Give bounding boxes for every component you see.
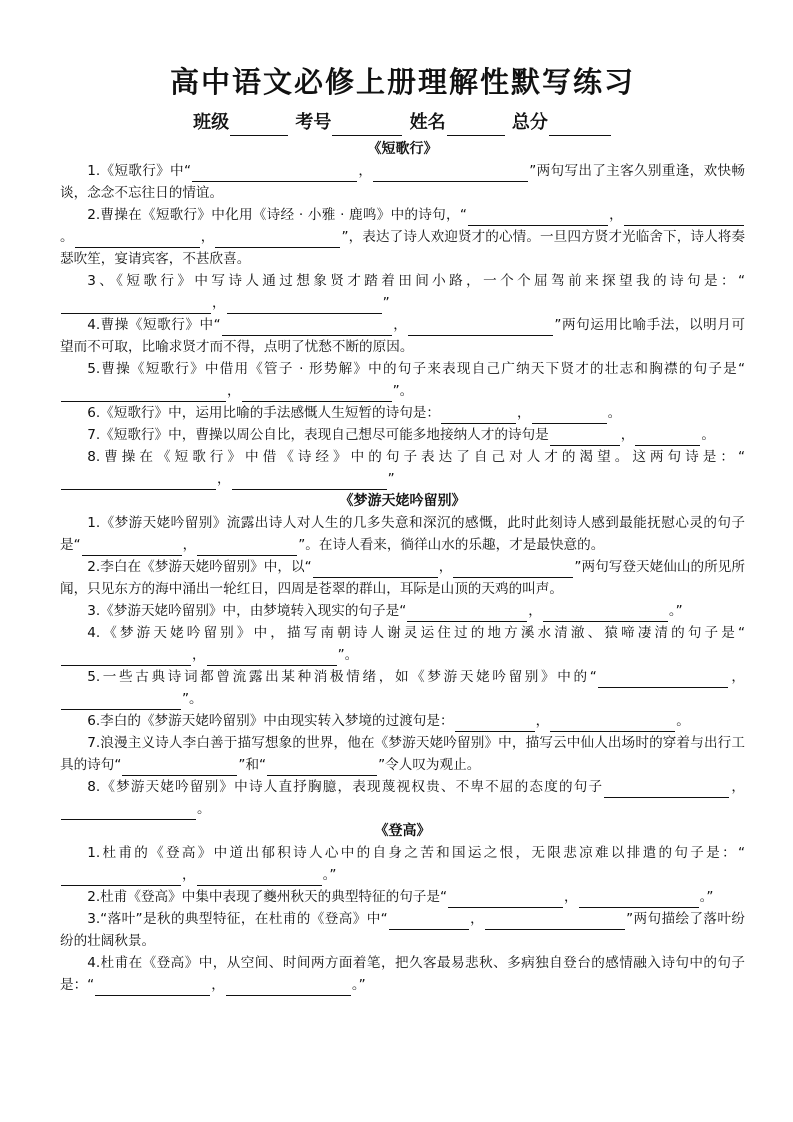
question-text: ” [387, 471, 395, 487]
question-text: ， [730, 779, 746, 795]
question-item [60, 732, 745, 776]
question-text: ， [200, 229, 215, 245]
question-item [60, 600, 745, 622]
question-text: 4.杜甫在《登高》中，从空间、时间两方面着笔，把久客最易悲秋、多病独自登台的感情融入诗句中的句子是：“ [60, 955, 745, 993]
score-label: 总分 [511, 112, 548, 133]
question-text: ， [517, 405, 531, 421]
answer-blank[interactable] [441, 408, 516, 424]
answer-blank[interactable] [543, 606, 668, 622]
question-text: ， [528, 603, 542, 619]
answer-blank[interactable] [197, 540, 297, 556]
answer-blank[interactable] [373, 166, 528, 182]
question-text: ， [211, 977, 225, 993]
question-text: ”两句运用比喻手法，以明月可望而不可取，比喻求贤才而不得，点明了忧愁不断的原因。 [60, 317, 746, 355]
question-text: 3.“落叶”是秋的典型特征，在杜甫的《登高》中“ [87, 911, 388, 927]
answer-blank[interactable] [227, 298, 382, 314]
question-item [60, 952, 745, 996]
question-item [60, 314, 745, 358]
question-text: 3.《梦游天姥吟留别》中，由梦境转入现实的句子是“ [87, 603, 407, 619]
answer-blank[interactable] [215, 232, 340, 248]
question-text: 。 [676, 713, 690, 729]
answer-blank[interactable] [468, 210, 608, 226]
answer-blank[interactable] [61, 474, 216, 490]
answer-blank[interactable] [197, 870, 322, 886]
question-text: ， [728, 669, 745, 685]
question-item [60, 424, 745, 446]
answer-blank[interactable] [61, 804, 196, 820]
student-info-line [60, 110, 745, 136]
answer-blank[interactable] [485, 914, 625, 930]
answer-blank[interactable] [407, 606, 527, 622]
question-text: 。 [60, 229, 74, 245]
section-heading: 《梦游天姥吟留别》 [339, 493, 466, 509]
class-label: 班级 [193, 112, 230, 133]
question-text: ”。 [337, 647, 359, 663]
question-text: 。” [351, 977, 366, 993]
question-item [60, 908, 745, 952]
question-item [60, 270, 745, 314]
question-item [60, 160, 745, 204]
answer-blank[interactable] [624, 210, 744, 226]
question-text: 6.《短歌行》中，运用比喻的手法感慨人生短暂的诗句是： [87, 405, 440, 421]
question-text: 8.《梦游天姥吟留别》中诗人直抒胸臆，表现蔑视权贵、不卑不屈的态度的句子 [87, 779, 604, 795]
question-text: 2.曹操在《短歌行》中化用《诗经 · 小雅 · 鹿鸣》中的诗句，“ [87, 207, 467, 223]
question-item [60, 556, 745, 600]
question-text: ”。 [392, 383, 414, 399]
answer-blank[interactable] [75, 232, 200, 248]
worksheet-page [60, 62, 745, 996]
question-text: 。 [197, 801, 211, 817]
question-text: ， [564, 889, 578, 905]
answer-blank[interactable] [389, 914, 469, 930]
question-text: ”。在诗人看来，徜徉山水的乐趣，才是最快意的。 [298, 537, 605, 553]
answer-blank[interactable] [242, 386, 392, 402]
question-text: ”两句描绘了落叶纷纷的壮阔秋景。 [60, 911, 745, 949]
question-item [60, 204, 745, 270]
question-text: ， [620, 427, 635, 443]
question-item [60, 446, 745, 490]
answer-blank[interactable] [550, 430, 620, 446]
question-text: 4.曹操《短歌行》中“ [87, 317, 221, 333]
name-label: 姓名 [409, 112, 446, 133]
question-text: ， [392, 317, 408, 333]
question-text: 7.浪漫主义诗人李白善于描写想象的世界，他在《梦游天姥吟留别》中，描写云中仙人出场时的穿着与出行工具的诗句“ [60, 735, 745, 773]
question-text: ”两句写登天姥仙山的所见所闻，只见东方的海中涌出一轮红日，四周是苍翠的群山，耳际是山顶的天鸡的叫声。 [60, 559, 746, 597]
question-item [60, 358, 745, 402]
answer-blank[interactable] [232, 474, 387, 490]
answer-blank[interactable] [453, 562, 573, 578]
question-item [60, 622, 745, 666]
answer-blank[interactable] [82, 540, 182, 556]
question-text: ” [382, 295, 390, 311]
answer-blank[interactable] [222, 320, 392, 336]
question-text: ， [217, 471, 231, 487]
question-text: ， [227, 383, 241, 399]
question-text: ， [212, 295, 226, 311]
number-field[interactable] [332, 119, 402, 136]
answer-blank[interactable] [448, 892, 563, 908]
question-text: ， [182, 867, 196, 883]
question-text: 2.杜甫《登高》中集中表现了夔州秋天的典型特征的句子是“ [87, 889, 448, 905]
question-text: 1.《梦游天姥吟留别》流露出诗人对人生的几多失意和深沉的感慨，此时此刻诗人感到最能抚慰心灵的句子是“ [60, 515, 745, 553]
question-text: ”。 [182, 691, 203, 707]
question-text: 。” [699, 889, 714, 905]
answer-blank[interactable] [455, 716, 535, 732]
question-text: ， [192, 647, 206, 663]
question-text: ， [535, 713, 550, 729]
question-text: 8.曹操在《短歌行》中借《诗经》中的句子表达了自己对人才的渴望。这两句诗是：“ [87, 449, 745, 465]
question-text: 5.一些古典诗词都曾流露出某种消极情绪，如《梦游天姥吟留别》中的“ [87, 669, 597, 685]
answer-blank[interactable] [579, 892, 699, 908]
name-field[interactable] [447, 119, 505, 136]
question-text: 2.李白在《梦游天姥吟留别》中，以“ [87, 559, 312, 575]
section-heading: 《登高》 [374, 823, 431, 839]
question-text: ， [438, 559, 453, 575]
question-text: 3、《短歌行》中写诗人通过想象贤才踏着田间小路，一个个屈驾前来探望我的诗句是：“ [87, 273, 745, 289]
question-text: ”和“ [238, 757, 267, 773]
question-item [60, 402, 745, 424]
answer-blank[interactable] [267, 760, 377, 776]
answer-blank[interactable] [61, 694, 181, 710]
question-text: ， [608, 207, 624, 223]
question-text: ”令人叹为观止。 [378, 757, 481, 773]
question-item [60, 666, 745, 710]
answer-blank[interactable] [122, 760, 237, 776]
question-item [60, 776, 745, 820]
answer-blank[interactable] [61, 870, 181, 886]
answer-blank[interactable] [61, 386, 226, 402]
question-text: 5.曹操《短歌行》中借用《管子 · 形势解》中的句子来表现自己广纳天下贤才的壮志和胸襟的句子是“ [87, 361, 745, 377]
number-label: 考号 [295, 112, 332, 133]
question-item [60, 512, 745, 556]
question-text: ， [469, 911, 485, 927]
question-text: ”，表达了诗人欢迎贤才的心情。一旦四方贤才光临舍下，诗人将奏瑟吹笙，宴请宾客，不甚欣喜。 [60, 229, 746, 267]
answer-blank[interactable] [598, 672, 728, 688]
question-text: 。” [322, 867, 337, 883]
answer-blank[interactable] [61, 298, 211, 314]
question-item [60, 842, 745, 886]
section-heading: 《短歌行》 [367, 141, 438, 157]
answer-blank[interactable] [226, 980, 351, 996]
answer-blank[interactable] [635, 430, 700, 446]
answer-blank[interactable] [408, 320, 553, 336]
question-item [60, 886, 745, 908]
question-text: 1.《短歌行》中“ [87, 163, 192, 179]
question-text: ， [182, 537, 197, 553]
question-text: 。” [668, 603, 683, 619]
question-text: 7.《短歌行》中，曹操以周公自比，表现自己想尽可能多地接纳人才的诗句是 [87, 427, 549, 443]
answer-blank[interactable] [61, 650, 191, 666]
question-text: 6.李白的《梦游天姥吟留别》中由现实转入梦境的过渡句是： [87, 713, 454, 729]
question-text: 。 [607, 405, 622, 421]
page-title: 高中语文必修上册理解性默写练习 [169, 65, 635, 99]
sections-container [60, 138, 745, 996]
answer-blank[interactable] [95, 980, 210, 996]
answer-blank[interactable] [532, 408, 607, 424]
answer-blank[interactable] [207, 650, 337, 666]
score-field[interactable] [549, 119, 611, 136]
class-field[interactable] [230, 119, 288, 136]
question-text: 4.《梦游天姥吟留别》中，描写南朝诗人谢灵运住过的地方溪水清澈、猿啼凄清的句子是“ [87, 625, 745, 641]
question-text: 1.杜甫的《登高》中道出郁积诗人心中的自身之苦和国运之恨，无限悲凉难以排遣的句子是：“ [87, 845, 745, 861]
answer-blank[interactable] [192, 166, 357, 182]
question-text: ”两句写出了主客久别重逢，欢快畅谈，念念不忘往日的情谊。 [60, 163, 746, 201]
question-text: ， [358, 163, 373, 179]
answer-blank[interactable] [604, 782, 729, 798]
question-text: 。 [701, 427, 715, 443]
question-item [60, 710, 745, 732]
answer-blank[interactable] [550, 716, 675, 732]
answer-blank[interactable] [313, 562, 438, 578]
